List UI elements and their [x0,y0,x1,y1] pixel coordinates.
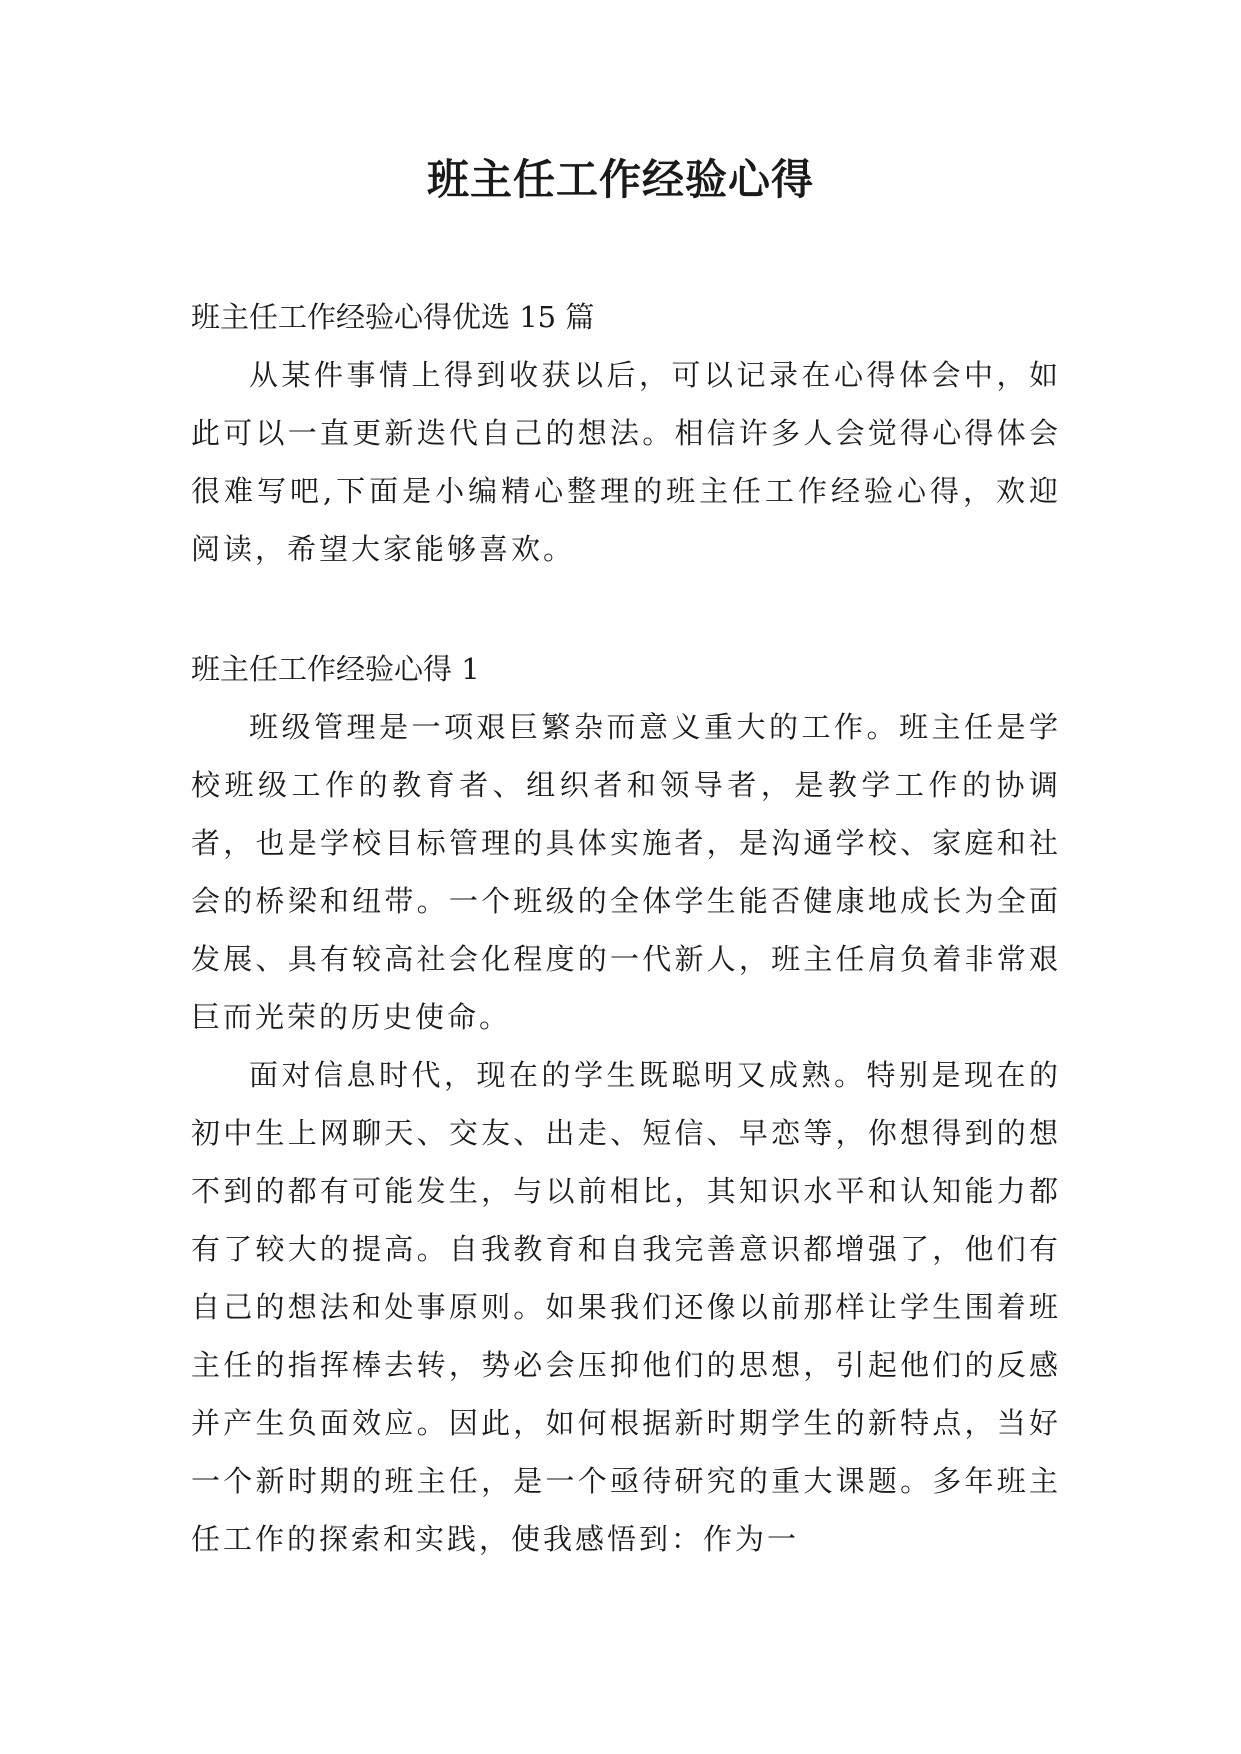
document-title: 班主任工作经验心得 [426,155,814,204]
section-spacer [191,578,1061,640]
section-heading: 班主任工作经验心得 1 [191,652,480,686]
document-body [191,288,1061,1568]
body-paragraph: 面对信息时代，现在的学生既聪明又成熟。特别是现在的初中生上网聊天、交友、出走、短信、早恋等，你想得到的想不到的都有可能发生，与以前相比，其知识水平和认知能力都有了较大的提高。自我教育和自我完善意识都增强了，他们有自己的想法和处事原则。如果我们还像以前那样让学生围着班主任的指挥棒去转，势必会压抑他们的思想，引起他们的反感并产生负面效应。因此，如何根据新时期学生的新特点，当好一个新时期的班主任，是一个亟待研究的重大课题。多年班主任工作的探索和实践，使我感悟到：作为一 [191,1058,1061,1556]
intro-paragraph: 从某件事情上得到收获以后，可以记录在心得体会中，如此可以一直更新迭代自己的想法。相信许多人会觉得心得体会很难写吧,下面是小编精心整理的班主任工作经验心得，欢迎阅读，希望大家能够喜欢。 [191,358,1061,566]
document-subtitle: 班主任工作经验心得优选 15 篇 [191,300,595,334]
body-paragraph: 班级管理是一项艰巨繁杂而意义重大的工作。班主任是学校班级工作的教育者、组织者和领导者，是教学工作的协调者，也是学校目标管理的具体实施者，是沟通学校、家庭和社会的桥梁和纽带。一个班级的全体学生能否健康地成长为全面发展、具有较高社会化程度的一代新人，班主任肩负着非常艰巨而光荣的历史使命。 [191,710,1061,1034]
